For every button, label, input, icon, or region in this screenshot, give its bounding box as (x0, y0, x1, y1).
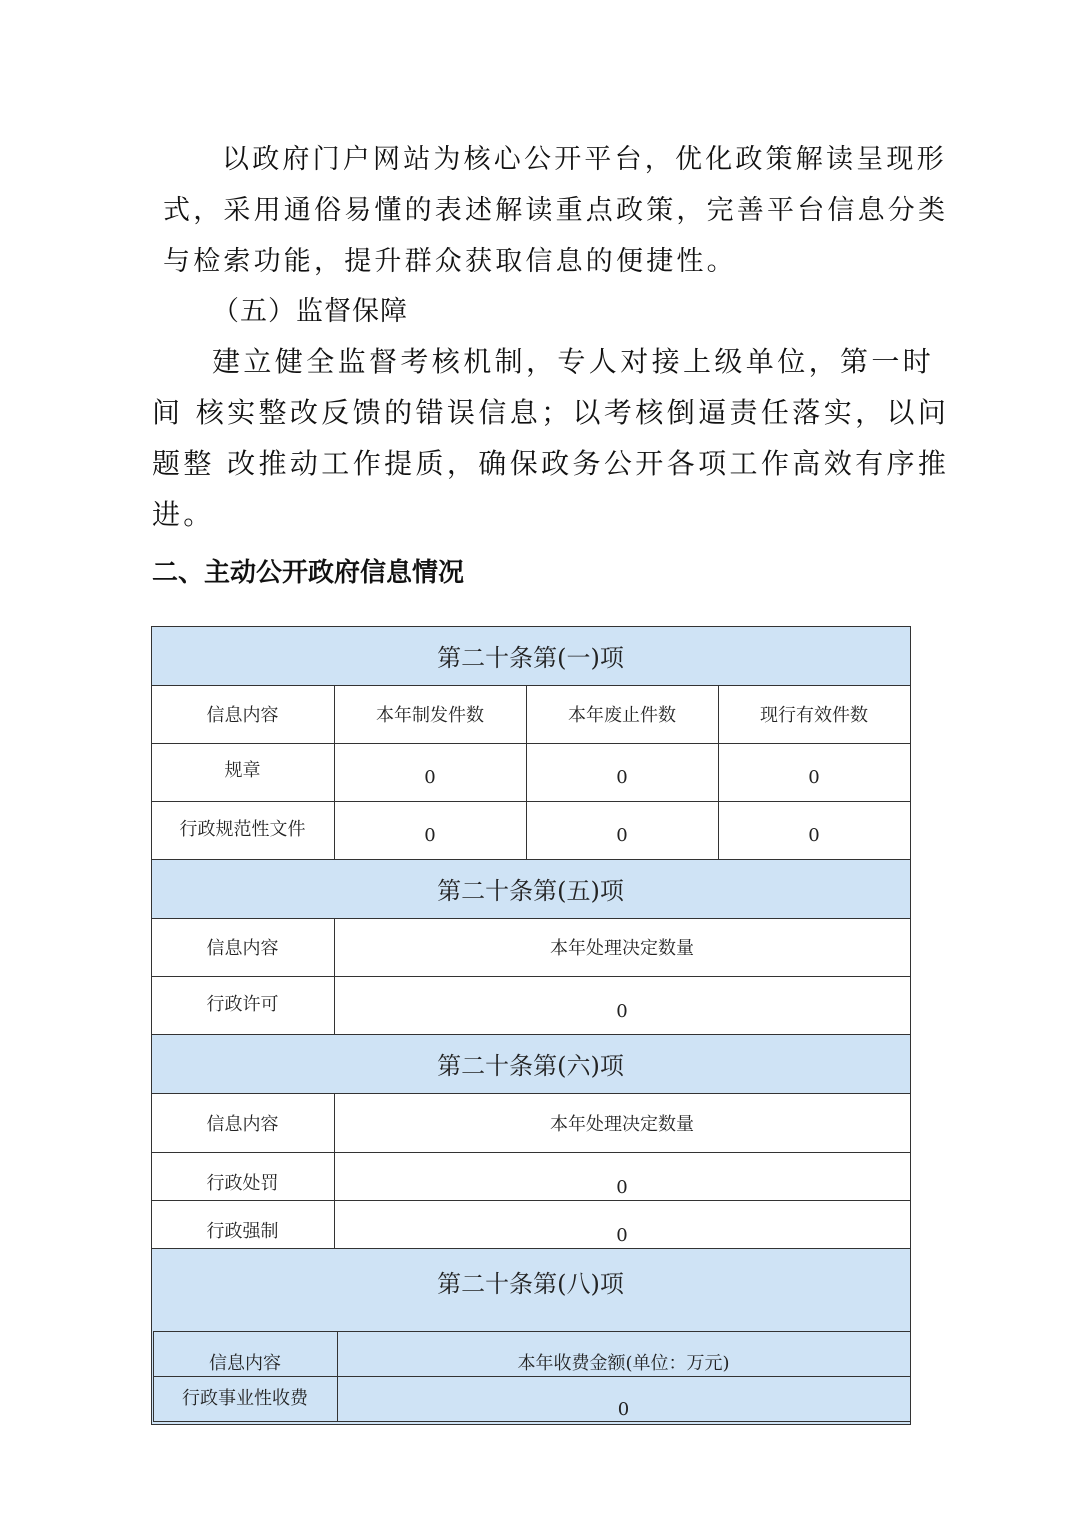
paragraph-line: 题整 改推动工作提质，确保政务公开各项工作高效有序推 (152, 447, 950, 480)
column-header: 信息内容 (153, 1331, 337, 1376)
table-border (334, 1093, 335, 1248)
paragraph-line: 间 核实整改反馈的错误信息；以考核倒逼责任落实，以问 (152, 396, 950, 429)
column-header: 本年处理决定数量 (550, 1113, 694, 1135)
column-header: 本年处理决定数量 (550, 938, 694, 959)
sub-heading: （五）监督保障 (212, 296, 408, 327)
cell-value: 0 (808, 766, 820, 788)
table-border (910, 626, 911, 1425)
paragraph-line: 以政府门户网站为核心公开平台，优化政策解读呈现形 (222, 144, 947, 175)
table-border (334, 918, 335, 1034)
section-title: 第二十条第(一)项 (151, 626, 910, 685)
column-header: 信息内容 (206, 705, 279, 726)
table-border (151, 743, 911, 744)
paragraph-line: 与检索功能，提升群众获取信息的便捷性。 (163, 246, 737, 277)
column-header: 现行有效件数 (760, 705, 868, 726)
row-label: 行政处罚 (206, 1173, 279, 1194)
row-label: 行政事业性收费 (153, 1376, 337, 1422)
table-border (151, 1424, 911, 1425)
column-header: 信息内容 (206, 1113, 279, 1135)
cell-value: 0 (808, 824, 820, 846)
table-border (153, 1376, 911, 1377)
section-heading: 二、主动公开政府信息情况 (152, 558, 465, 588)
table-border (151, 859, 911, 860)
cell-value: 0 (616, 766, 628, 788)
row-label: 行政规范性文件 (179, 819, 306, 840)
table-border (151, 685, 911, 686)
table-border (151, 976, 911, 977)
section-title: 第二十条第(八)项 (151, 1248, 910, 1424)
table-border (334, 685, 335, 859)
column-header: 本年废止件数 (568, 705, 676, 726)
cell-value: 0 (424, 824, 436, 846)
cell-value: 0 (616, 1224, 628, 1246)
paragraph-line: 进。 (152, 498, 215, 531)
paragraph-line: 建立健全监督考核机制，专人对接上级单位，第一时 (212, 345, 935, 378)
cell-value: 0 (616, 1000, 628, 1022)
row-label: 行政强制 (206, 1221, 279, 1242)
table-border (151, 918, 911, 919)
table-border (153, 1331, 154, 1422)
table-border (718, 685, 719, 859)
table-border (151, 626, 152, 1425)
column-header: 信息内容 (206, 938, 279, 959)
table-border (151, 1152, 911, 1153)
table-border (151, 1248, 911, 1249)
row-label: 规章 (224, 760, 261, 781)
table-border (151, 1200, 911, 1201)
section-title: 第二十条第(六)项 (151, 1034, 910, 1093)
table-border (337, 1331, 338, 1422)
paragraph-line: 式，采用通俗易懂的表述解读重点政策，完善平台信息分类 (163, 195, 949, 226)
cell-value: 0 (616, 824, 628, 846)
table-border (153, 1421, 911, 1422)
table-border (526, 685, 527, 859)
table-border (151, 626, 911, 627)
cell-value: 0 (616, 1176, 628, 1198)
column-header: 本年制发件数 (376, 705, 484, 726)
table-border (151, 1034, 911, 1035)
table-border (153, 1331, 911, 1332)
section-title: 第二十条第(五)项 (151, 859, 910, 918)
cell-value: 0 (337, 1376, 910, 1422)
cell-value: 0 (424, 766, 436, 788)
table-border (151, 1093, 911, 1094)
column-header: 本年收费金额(单位：万元) (337, 1331, 910, 1376)
row-label: 行政许可 (206, 994, 279, 1015)
table-border (151, 801, 911, 802)
